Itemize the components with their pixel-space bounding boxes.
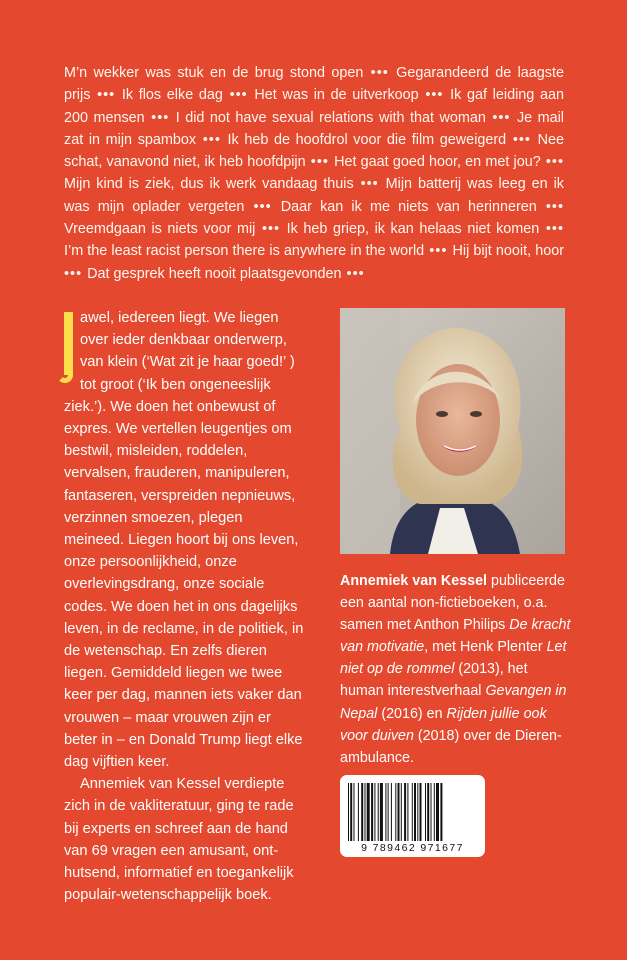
- bio-text-5: (2018) over de Dierenambulance.: [340, 727, 562, 766]
- author-bio: [340, 570, 575, 769]
- blurb-paragraph-1: [64, 307, 306, 773]
- lie-item: Het was in de uitverkoop: [254, 87, 419, 104]
- lie-item: Het gaat goed hoor, en met jou?: [334, 154, 541, 171]
- blurb-paragraph-2: Annemiek van Kessel verdiepte zich in de vakliteratuur, ging te rade bij experts en schreef aan de hand van 69 vragen een amusant, onthutsend, informatief en toegankelijk populair-wetenschappelijk boek.: [64, 776, 294, 904]
- lie-item: I did not have sexual relations with that woman: [175, 109, 486, 126]
- lie-item: Hij bijt nooit, hoor: [452, 243, 564, 260]
- lie-separator: •••: [353, 176, 386, 193]
- bio-text-2: , met Henk Plenter: [424, 639, 547, 656]
- blurb-paragraph-1-text: awel, iedereen liegt. We liegen over ieder denkbaar onderwerp, van klein (‘Wat zit je haar goed!’ ) tot groot (‘Ik ben ongeneeslijk ziek.’). We doen het onbewust of expres. We vertellen leugentjes om bestwil, misleiden, roddelen, vervalsen, frauderen, manipuleren, fantaseren, verspreiden nepnieuws, verzinnen smoezen, plegen meineed. Liegen hoort bij ons leven, onze persoonlijkheid, onze overlevingsdrang, onze sociale codes. We doen het in ons dagelijks leven, in de reclame, in de politiek, in de wetenschap. En zelfs dieren liegen. Gemiddeld liegen we twee keer per dag, mannen iets vaker dan vrouwen – maar vrouwen zijn er beter in – en Donald Trump liegt elke dag vijftien keer.: [64, 310, 304, 771]
- book-title-4: Rijden jullie ook voor duiven: [340, 705, 547, 744]
- author-photo: [340, 308, 565, 554]
- lie-separator: •••: [539, 221, 564, 238]
- lie-separator: •••: [363, 65, 397, 81]
- lie-separator: •••: [222, 87, 255, 104]
- barcode-bars: [348, 783, 477, 841]
- barcode: [340, 775, 485, 857]
- lie-separator: •••: [244, 198, 281, 215]
- lie-separator: •••: [418, 87, 451, 104]
- lie-item: Ik heb de hoofdrol voor die film geweigerd: [227, 131, 507, 148]
- bio-text-3: (2013), het human interestverhaal: [340, 661, 528, 700]
- book-title-1: De kracht van motivatie: [340, 617, 571, 656]
- lie-item: Gegarandeerd de laagste prijs: [64, 65, 564, 104]
- lie-item: Nee schat, vanavond niet, ik heb hoofdpijn: [64, 131, 565, 171]
- lie-separator: •••: [341, 265, 365, 282]
- isbn-number: 9 789462 971677: [361, 842, 464, 854]
- lie-item: Ik heb griep, ik kan helaas niet komen: [286, 221, 540, 238]
- lie-separator: •••: [64, 265, 88, 282]
- lie-item: Ik gaf leiding aan 200 mensen: [64, 87, 564, 126]
- lie-separator: •••: [144, 109, 176, 126]
- dropcap-j: [64, 312, 75, 393]
- lie-separator: •••: [424, 243, 453, 260]
- lie-item: I’m the least racist person there is anywhere in the world: [64, 243, 425, 260]
- lie-item: Ik flos elke dag: [121, 87, 223, 104]
- lie-item: Vreemdgaan is niets voor mij: [64, 221, 256, 238]
- lie-separator: •••: [536, 198, 564, 215]
- lie-item: Daar kan ik me niets van herinneren: [280, 198, 537, 215]
- lie-separator: •••: [540, 154, 564, 171]
- bio-text-4: (2016) en: [377, 705, 447, 722]
- bio-text-1: publiceerde een aantal non-fictieboeken, o.a. samen met Anthon Philips: [340, 573, 565, 634]
- book-title-3: Gevangen in Nepal: [340, 683, 567, 722]
- lie-item: M’n wekker was stuk en de brug stond open: [64, 65, 364, 81]
- book-title-2: Let niet op de rommel: [340, 639, 567, 678]
- lie-item: Mijn kind is ziek, dus ik werk vandaag thuis: [64, 176, 354, 193]
- lie-item: Mijn batterij was leeg en ik was mijn oplader vergeten: [64, 176, 564, 215]
- lie-item: Dat gesprek heeft nooit plaatsgevonden: [87, 265, 342, 282]
- blurb: [64, 307, 306, 906]
- lie-separator: •••: [255, 221, 287, 238]
- lie-separator: •••: [196, 131, 228, 148]
- lie-item: Je mail zat in mijn spambox: [64, 109, 564, 148]
- lie-separator: •••: [90, 87, 122, 104]
- lies-list: [64, 62, 564, 285]
- lie-separator: •••: [485, 109, 517, 126]
- author-name: Annemiek van Kessel: [340, 573, 488, 589]
- lie-separator: •••: [506, 131, 538, 148]
- lie-separator: •••: [305, 154, 335, 171]
